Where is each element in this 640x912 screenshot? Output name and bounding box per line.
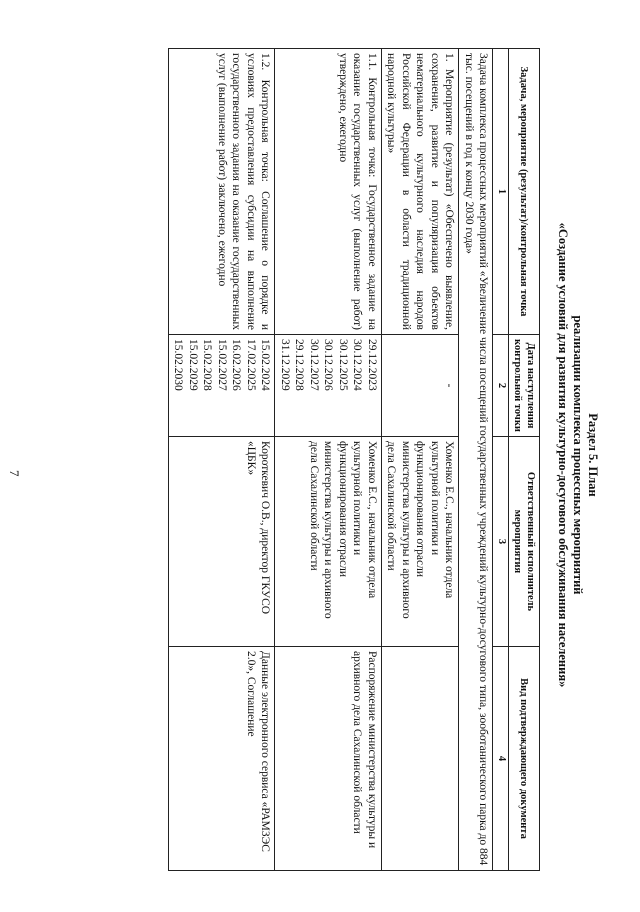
col-number-2: 2	[493, 335, 509, 437]
date-item: 15.02.2027	[216, 339, 228, 391]
col-number-3: 3	[493, 437, 509, 647]
row-1-executor: Хоменко Е.С., начальник отдела культурной политики и функционирования отрасли министерства культуры и архивного дела Сахалинской области	[382, 437, 460, 647]
row-3-dates	[169, 335, 276, 437]
row-2-dates	[275, 335, 382, 437]
row-1-dates	[382, 335, 460, 437]
row-3-document: Данные электронного сервиса «РАМЗЭС 2.0», Соглашение	[169, 647, 276, 871]
heading-line-3: «Создание условий для развития культурно-досугового обслуживания населения»	[556, 222, 570, 688]
header-row	[509, 49, 540, 871]
table-row	[275, 49, 382, 871]
landscape-page	[50, 40, 600, 870]
date-item: 30.12.2027	[308, 339, 320, 391]
section-heading	[555, 40, 600, 870]
col-number-4: 4	[493, 647, 509, 871]
heading-line-1: Раздел 5. План	[586, 413, 600, 497]
date-item: 31.12.2029	[279, 339, 291, 391]
header-executor: Ответственный исполнитель мероприятия	[509, 437, 540, 647]
column-number-row	[493, 49, 509, 871]
date-item: 16.02.2026	[230, 339, 243, 391]
date-item: 15.02.2028	[201, 339, 214, 391]
col-number-1: 1	[493, 49, 509, 335]
heading-line-2: реализации комплекса процессных мероприятий	[571, 315, 585, 595]
date-item: 30.12.2026	[322, 339, 335, 391]
date-item: 15.02.2030	[172, 339, 185, 391]
date-item: 29.12.2023	[366, 339, 378, 391]
row-2-executor: Хоменко Е.С., начальник отдела культурной политики и функционирования отрасли министерства культуры и архивного дела Сахалинской области	[275, 437, 382, 647]
row-3-name: 1.2. Контрольная точка: Соглашение о порядке и условиях предоставления субсидии на выполнение государственного задания на оказание государственных услуг (выполнение работ) заключено, ежегодно	[169, 49, 276, 335]
task-cell: Задача комплекса процессных мероприятий «Увеличение числа посещений государственных учреждений культурно-досугового типа, зооботанического парка до 884 тыс. посещений в год к концу 2030 года»	[459, 49, 493, 871]
table-row	[169, 49, 276, 871]
row-2-document: Распоряжение министерства культуры и архивного дела Сахалинской области	[275, 647, 382, 871]
header-task: Задача, мероприятие (результат)/контрольная точка	[509, 49, 540, 335]
row-2-name: 1.1. Контрольная точка: Государственное задание на оказание государственных услуг (выполнение работ) утверждено, ежегодно	[275, 49, 382, 335]
date-item: 17.02.2025	[245, 339, 257, 391]
plan-table	[168, 48, 540, 871]
row-1-date: -	[443, 383, 456, 388]
row-1-name: 1. Мероприятие (результат) «Обеспечено выявление, сохранение, развитие и популяризация объектов нематериального культурного наследия народов Российской Федерации в области традиционной народной культуры»	[382, 49, 460, 335]
row-1-document	[382, 647, 460, 871]
table-row	[382, 49, 460, 871]
date-item: 29.12.2028	[293, 339, 306, 391]
date-item: 15.02.2029	[187, 339, 199, 391]
header-date: Дата наступления контрольной точки	[509, 335, 540, 437]
header-document: Вид подтверждающего документа	[509, 647, 540, 871]
date-item: 30.12.2024	[351, 339, 364, 391]
date-item: 30.12.2025	[337, 339, 349, 391]
page-number: 7	[7, 470, 22, 477]
date-item: 15.02.2024	[259, 339, 272, 391]
row-3-executor: Короткевич О.В., директор ГКУСО «ЦБК»	[169, 437, 276, 647]
task-row	[459, 49, 493, 871]
